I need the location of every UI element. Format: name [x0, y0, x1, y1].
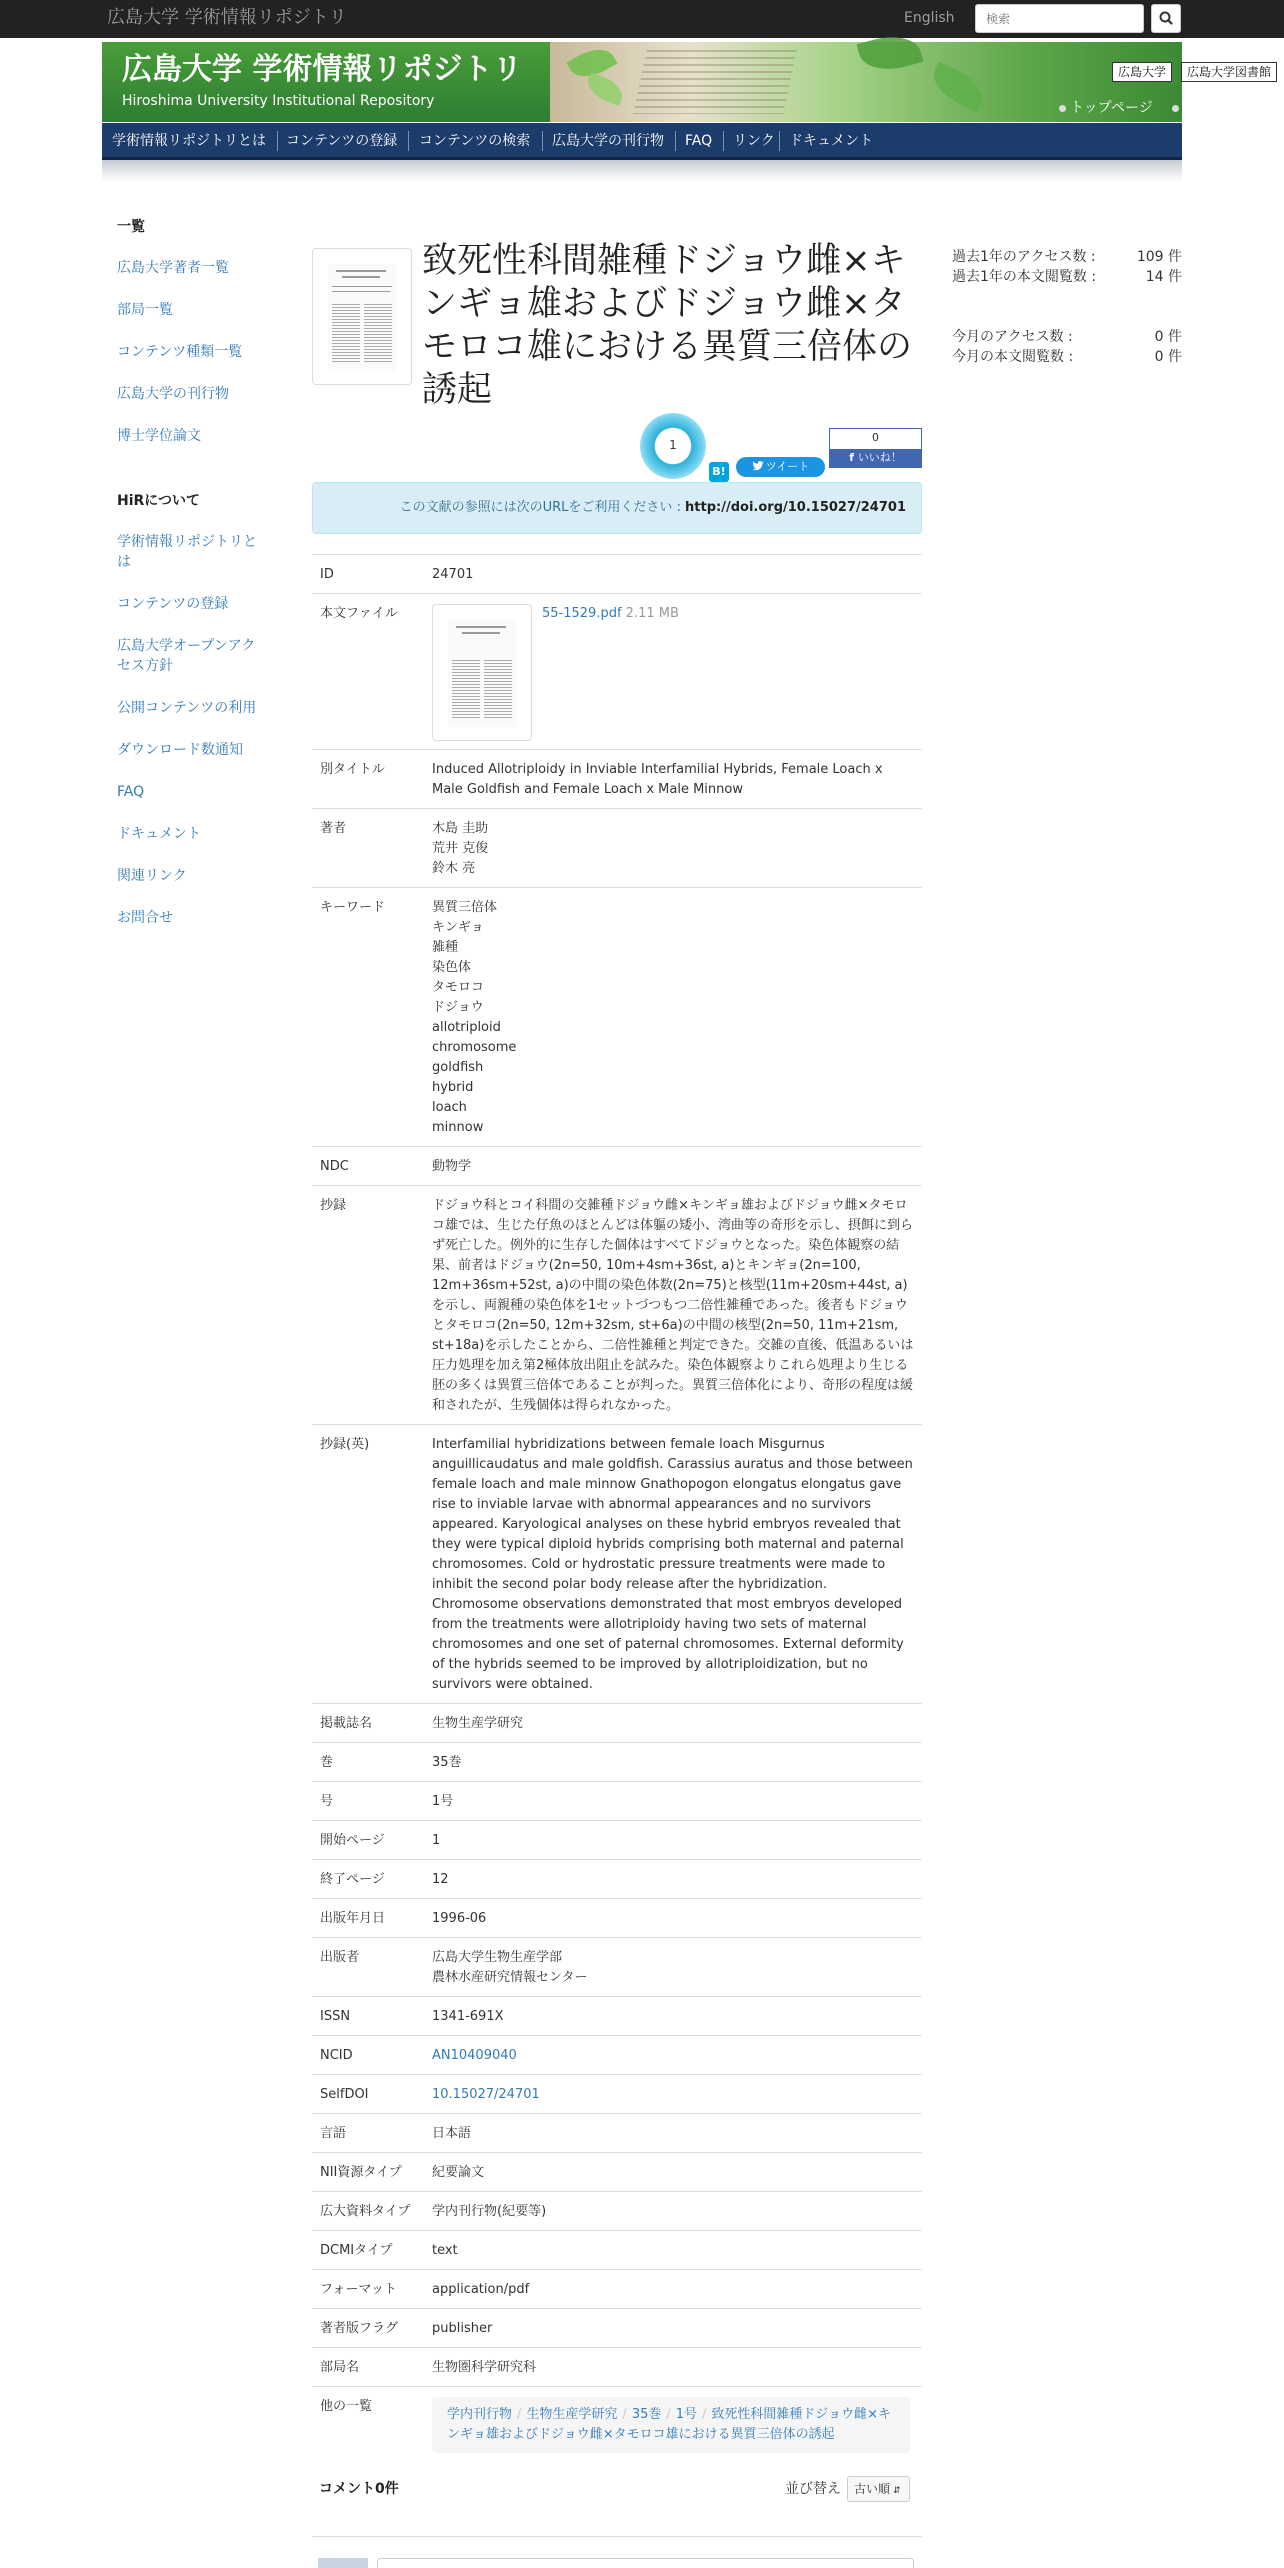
site-banner: [102, 42, 1272, 122]
row-value: 日本語: [424, 2114, 922, 2153]
metadata-table: [312, 554, 922, 2461]
search-input[interactable]: [975, 4, 1144, 33]
sitemap-link[interactable]: [1172, 100, 1265, 116]
leaf-graphic: [926, 62, 989, 113]
row-value: 35巻: [424, 1743, 922, 1782]
nav-divider: [277, 131, 278, 151]
text-line: [462, 632, 500, 634]
row-label: 号: [312, 1782, 424, 1821]
nav-divider: [723, 131, 724, 151]
table-row: [312, 2153, 922, 2192]
sidebar-item-faq[interactable]: FAQ: [117, 784, 145, 800]
sidebar-item-related-links[interactable]: 関連リンク: [117, 868, 187, 884]
page-preview: [328, 264, 396, 371]
facebook-like-label: いいね！: [857, 451, 902, 464]
row-label: 掲載誌名: [312, 1704, 424, 1743]
tweet-label: ツイート: [765, 460, 810, 473]
row-value: application/pdf: [424, 2270, 922, 2309]
row-label: 著者: [312, 809, 424, 888]
row-label: 言語: [312, 2114, 424, 2153]
stat-label: 今月の本文閲覧数 :: [952, 349, 1074, 365]
comment-input[interactable]: [377, 2558, 914, 2568]
top-page-link[interactable]: [1059, 100, 1153, 116]
pdf-thumbnail[interactable]: [432, 604, 532, 741]
selfdoi-link[interactable]: 10.15027/24701: [432, 2087, 540, 2102]
facebook-like-widget[interactable]: [829, 428, 922, 468]
text-line: [336, 270, 386, 272]
author-name: 鈴木 亮: [432, 861, 476, 876]
stat-label: 過去1年のアクセス数 :: [952, 249, 1096, 265]
keyword: タモロコ: [432, 980, 485, 995]
keyword: ドジョウ: [432, 1000, 484, 1015]
table-row: [312, 1147, 922, 1186]
row-label: SelfDOI: [312, 2075, 424, 2114]
twitter-bird-icon: [752, 461, 764, 471]
page-preview: [448, 620, 516, 727]
text-column: [452, 660, 480, 720]
row-value: publisher: [424, 2309, 922, 2348]
table-row: [312, 594, 922, 750]
breadcrumb-separator: /: [702, 2407, 707, 2422]
publisher-name: 広島大学生物生産学部: [432, 1950, 563, 1965]
text-column: [364, 304, 392, 364]
row-label: 終了ページ: [312, 1860, 424, 1899]
table-row: [312, 1425, 922, 1704]
row-value: [424, 1938, 922, 1997]
breadcrumb-item[interactable]: 致死性科間雑種ドジョウ雌×キンギョ雄およびドジョウ雌×タモロコ雄における異質三倍体の誘起: [447, 2407, 892, 2442]
text-line: [342, 276, 380, 278]
sidebar-item-download-notice[interactable]: ダウンロード数通知: [117, 742, 243, 758]
leaf-graphic: [583, 72, 626, 106]
table-row: [312, 888, 922, 1147]
brand-link[interactable]: 広島大学 学術情報リポジトリ: [107, 7, 347, 28]
author-name: 荒井 克俊: [432, 841, 489, 856]
nav-item-publications[interactable]: 広島大学の刊行物: [552, 133, 664, 149]
stat-value: 0 件: [1154, 349, 1182, 365]
nav-divider: [408, 131, 409, 151]
sidebar-item-documents[interactable]: ドキュメント: [117, 826, 201, 842]
row-value: 1: [424, 1821, 922, 1860]
row-label: NDC: [312, 1147, 424, 1186]
row-value: [424, 2387, 922, 2462]
banner-title-area: [102, 42, 550, 122]
sidebar-heading-about: HiRについて: [117, 493, 201, 509]
text-column: [332, 304, 360, 364]
banner-subtitle: Hiroshima University Institutional Repository: [122, 93, 435, 109]
stat-label: 今月のアクセス数 :: [952, 329, 1073, 345]
row-value: Induced Allotriploidy in Inviable Interfamilial Hybrids, Female Loach x Male Goldfish and Female Loach x Male Minnow: [424, 750, 922, 809]
sitemap-label: サイトマップ: [1183, 100, 1266, 116]
breadcrumb-item[interactable]: 学内刊行物: [447, 2407, 513, 2422]
breadcrumb-separator: /: [517, 2407, 522, 2422]
table-row: [312, 2348, 922, 2387]
file-size: 2.11 MB: [625, 606, 679, 621]
nav-shadow: [102, 160, 1182, 182]
text-line: [332, 286, 392, 287]
row-value: 1341-691X: [424, 1997, 922, 2036]
row-label: NII資源タイプ: [312, 2153, 424, 2192]
table-row: [312, 2036, 922, 2075]
bullet-icon: [1172, 105, 1179, 112]
row-value: [424, 809, 922, 888]
altmetric-score: 1: [669, 438, 677, 452]
table-row: [312, 2387, 922, 2462]
keyword: loach: [432, 1100, 467, 1115]
avatar: [318, 2558, 368, 2568]
nav-item-faq[interactable]: FAQ: [685, 133, 713, 149]
row-value: [424, 888, 922, 1147]
row-label: ID: [312, 555, 424, 594]
breadcrumb-item[interactable]: 生物生産学研究: [526, 2407, 618, 2422]
main-nav: [102, 123, 1182, 160]
table-row: [312, 1704, 922, 1743]
search-icon: [1152, 5, 1180, 32]
keyword: minnow: [432, 1120, 484, 1135]
row-value: 学内刊行物(紀要等): [424, 2192, 922, 2231]
keyword: 染色体: [432, 960, 472, 975]
text-column: [484, 660, 512, 720]
tweet-button[interactable]: [736, 457, 825, 477]
page-title: 致死性科間雑種ドジョウ雌×キンギョ雄およびドジョウ雌×タモロコ雄における異質三倍体の誘起: [422, 241, 913, 410]
table-row: [312, 2270, 922, 2309]
nav-item-search[interactable]: コンテンツの検索: [419, 133, 531, 149]
keyword: allotriploid: [432, 1020, 501, 1035]
sidebar-item-register[interactable]: コンテンツの登録: [117, 596, 229, 612]
sidebar-item-departments[interactable]: 部局一覧: [117, 302, 173, 318]
row-value: [424, 2036, 922, 2075]
sort-select[interactable]: [847, 2476, 910, 2502]
row-value: text: [424, 2231, 922, 2270]
table-row: [312, 1821, 922, 1860]
sidebar-item-content-use[interactable]: 公開コンテンツの利用: [117, 700, 257, 716]
facebook-like-button[interactable]: [830, 449, 921, 467]
doi-notice-text: この文献の参照には次のURLをご利用ください :: [399, 500, 686, 515]
search-button[interactable]: [1151, 4, 1181, 33]
sidebar-item-contact[interactable]: お問合せ: [117, 910, 173, 926]
stat-value: 0 件: [1154, 329, 1182, 345]
sidebar-item-open-access-policy[interactable]: 広島大学オープンアクセス方針: [117, 638, 256, 674]
table-row: [312, 809, 922, 888]
bullet-icon: [1059, 105, 1066, 112]
table-row: [312, 2192, 922, 2231]
hatena-bookmark-button[interactable]: B!: [709, 462, 729, 482]
breadcrumb-item[interactable]: 1号: [675, 2407, 698, 2422]
library-button[interactable]: 広島大学図書館: [1181, 62, 1277, 82]
thumbs-up-icon: f: [849, 451, 858, 464]
row-label: 出版者: [312, 1938, 424, 1997]
ncid-link[interactable]: AN10409040: [432, 2048, 517, 2063]
nav-divider: [675, 131, 676, 151]
sidebar-heading-lists: 一覧: [117, 219, 145, 235]
breadcrumb: [432, 2397, 910, 2453]
sort-value: 古い順: [854, 2482, 891, 2496]
doi-notice: [312, 482, 922, 534]
row-label: キーワード: [312, 888, 424, 1147]
banner-title: 広島大学 学術情報リポジトリ: [122, 52, 523, 87]
table-row: [312, 2075, 922, 2114]
comments-heading: コメント0件: [319, 2481, 399, 2497]
row-label: 著者版フラグ: [312, 2309, 424, 2348]
author-name: 木島 圭助: [432, 821, 489, 836]
row-value: 紀要論文: [424, 2153, 922, 2192]
article-thumbnail[interactable]: [312, 248, 412, 385]
table-row: [312, 750, 922, 809]
table-row: [312, 1743, 922, 1782]
nav-divider: [542, 131, 543, 151]
table-row: [312, 2309, 922, 2348]
row-label: 出版年月日: [312, 1899, 424, 1938]
book-pages-graphic: [633, 50, 797, 114]
row-value: 24701: [424, 555, 922, 594]
top-navbar: [0, 0, 1284, 38]
row-value: 12: [424, 1860, 922, 1899]
table-row: [312, 1860, 922, 1899]
row-value: 生物生産学研究: [424, 1704, 922, 1743]
english-language-link[interactable]: English: [904, 10, 955, 26]
breadcrumb-separator: /: [622, 2407, 627, 2422]
row-label: 部局名: [312, 2348, 424, 2387]
breadcrumb-separator: /: [666, 2407, 671, 2422]
table-row: [312, 1782, 922, 1821]
text-line: [332, 291, 390, 292]
keyword: キンギョ: [432, 920, 484, 935]
row-label: ISSN: [312, 1997, 424, 2036]
keyword: 雑種: [432, 940, 459, 955]
abstract-japanese: ドジョウ科とコイ科間の交雑種ドジョウ雌×キンギョ雄およびドジョウ雌×タモロコ雄では、生じた仔魚のほとんどは体軀の矮小、湾曲等の奇形を示し、摂餌に到らず死亡した。例外的に生存した個体はすべてドジョウとなった。染色体観察の結果、前者はドジョウ(2n=50, 10m+4sm+36st, a)とキンギョ(2n=100, 12m+36sm+52st, a)の中間の染色体数(2n=75)と核型(11m+20sm+44st, a)を示し、両親種の染色体を1セットづつもつ二倍性雑種であった。後者もドジョウとタモロコ(2n=50, 12m+32sm, st+6a)の中間の核型(2n=50, 11m+21sm, st+18a)を示したことから、二倍性雑種と判定できた。交雑の直後、低温あるいは圧力処理を加え第2極体放出阻止を試みた。染色体観察よりこれら処理より生じる胚の多くは異質三倍体であることが判った。異質三倍体化により、奇形の程度は緩和されたが、生残個体は得られなかった。: [424, 1186, 922, 1425]
chevron-updown-icon: ⇵: [893, 2486, 901, 2496]
row-value: [424, 594, 922, 750]
text-line: [456, 626, 506, 628]
nav-item-links[interactable]: リンク: [733, 133, 775, 149]
row-label: 本文ファイル: [312, 594, 424, 750]
row-label: 抄録: [312, 1186, 424, 1425]
nav-item-documents[interactable]: ドキュメント: [789, 133, 873, 149]
sort-label: 並び替え: [785, 2481, 841, 2497]
sidebar-item-authors[interactable]: 広島大学著者一覧: [117, 260, 229, 276]
pdf-file-link[interactable]: 55-1529.pdf: [542, 606, 622, 621]
row-label: 抄録(英): [312, 1425, 424, 1704]
sidebar-item-doctoral-theses[interactable]: 博士学位論文: [117, 428, 201, 444]
row-value: 1号: [424, 1782, 922, 1821]
sidebar-item-about-repository[interactable]: 学術情報リポジトリとは: [117, 534, 257, 570]
keyword: hybrid: [432, 1080, 474, 1095]
row-value: 動物学: [424, 1147, 922, 1186]
row-label: NCID: [312, 2036, 424, 2075]
facebook-like-count: 0: [872, 431, 879, 444]
row-label: 広大資料タイプ: [312, 2192, 424, 2231]
row-label: フォーマット: [312, 2270, 424, 2309]
table-row: [312, 2114, 922, 2153]
altmetric-badge[interactable]: [640, 413, 706, 479]
top-page-label: トップページ: [1070, 100, 1153, 116]
table-row: [312, 1186, 922, 1425]
row-label: DCMIタイプ: [312, 2231, 424, 2270]
row-label: 巻: [312, 1743, 424, 1782]
nav-divider: [779, 131, 780, 151]
table-row: [312, 555, 922, 594]
table-row: [312, 1997, 922, 2036]
doi-link[interactable]: http://doi.org/10.15027/24701: [685, 500, 906, 515]
stat-value: 109 件: [1136, 249, 1182, 265]
table-row: [312, 1899, 922, 1938]
stat-value: 14 件: [1145, 269, 1182, 285]
keyword: 異質三倍体: [432, 900, 498, 915]
row-label: 別タイトル: [312, 750, 424, 809]
table-row: [312, 2231, 922, 2270]
row-label: 開始ページ: [312, 1821, 424, 1860]
row-value: 生物圏科学研究科: [424, 2348, 922, 2387]
sidebar-item-content-types[interactable]: コンテンツ種類一覧: [117, 344, 243, 360]
nav-item-register[interactable]: コンテンツの登録: [286, 133, 398, 149]
keyword: chromosome: [432, 1040, 517, 1055]
keyword: goldfish: [432, 1060, 484, 1075]
table-row: [312, 1938, 922, 1997]
row-value: [424, 2075, 922, 2114]
sidebar-item-publications[interactable]: 広島大学の刊行物: [117, 386, 229, 402]
publisher-name: 農林水産研究情報センター: [432, 1970, 588, 1985]
comments-divider: [312, 2536, 922, 2537]
row-value: 1996-06: [424, 1899, 922, 1938]
banner-image: [550, 42, 1272, 122]
abstract-english: Interfamilial hybridizations between female loach Misgurnus anguillicaudatus and male goldfish. Carassius auratus and those between female loach and male minnow Gnathopogon elongatus elongatus gave rise to inviable larvae with abnormal appearances and no survivors appeared. Karyological analyses on these hybrid embryos revealed that they were typical diploid hybrids comprising both maternal and paternal chromosomes. Cold or hydrostatic pressure treatments were made to inhibit the second polar body release after the hybridization. Chromosome observations demonstrated that most embryos developed from the treatments were allotriploidy having two sets of maternal chromosomes and one set of paternal chromosomes. External deformity of the hybrids seemed to be improved by allotriploidization, but no survivors were obtained.: [424, 1425, 922, 1704]
row-label: 他の一覧: [312, 2387, 424, 2462]
nav-item-about[interactable]: 学術情報リポジトリとは: [112, 133, 266, 149]
hiroshima-university-button[interactable]: 広島大学: [1112, 62, 1172, 82]
breadcrumb-item[interactable]: 35巻: [631, 2407, 662, 2422]
stat-label: 過去1年の本文閲覧数 :: [952, 269, 1097, 285]
